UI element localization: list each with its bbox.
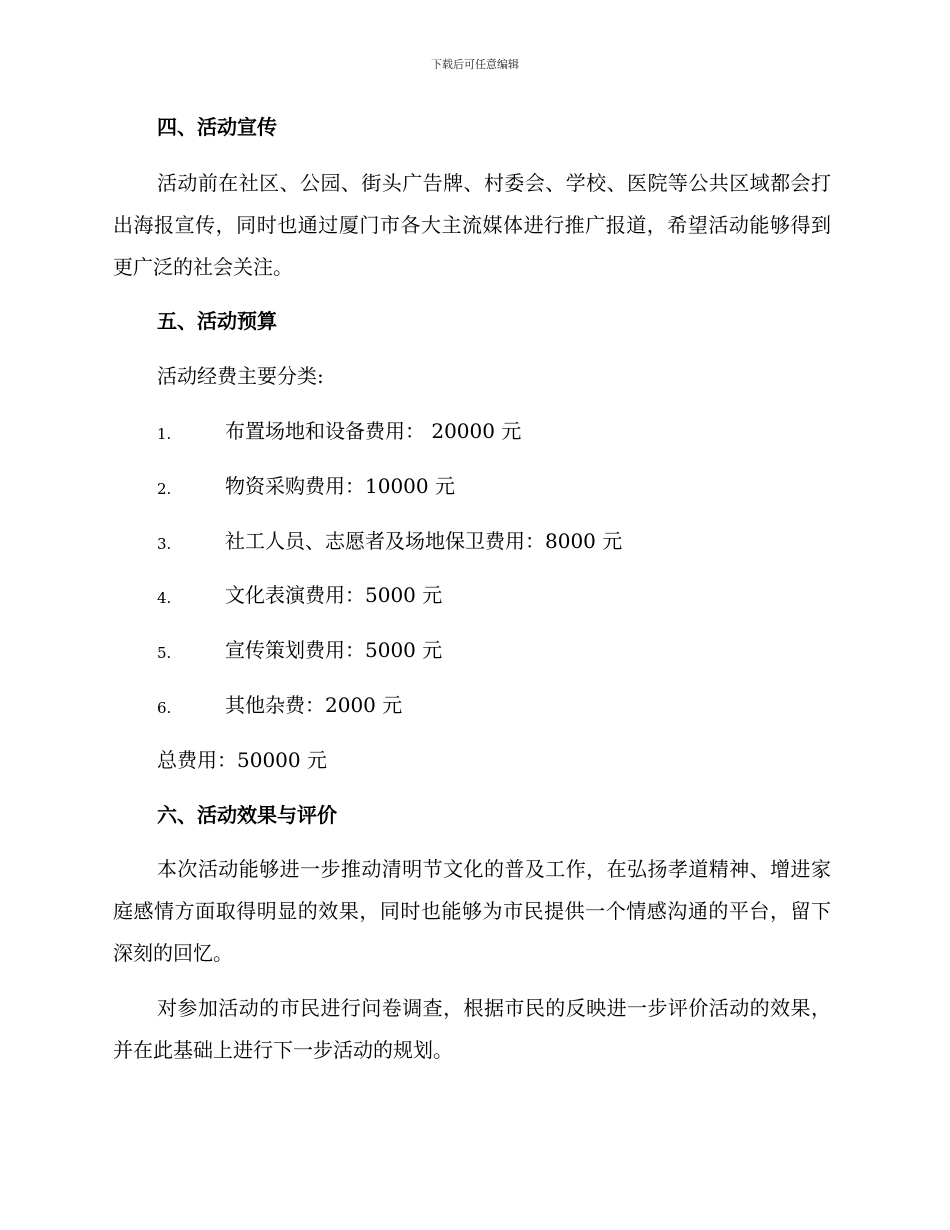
section6-paragraph-1: 本次活动能够进一步推动清明节文化的普及工作，在弘扬孝道精神、增进家庭感情方面取得明显的效果，同时也能够为市民提供一个情感沟通的平台，留下深刻的回忆。 — [113, 857, 831, 965]
budget-item-text: 其他杂费：2000 元 — [225, 693, 403, 717]
budget-item-number: 3. — [157, 535, 172, 553]
budget-item-text: 社工人员、志愿者及场地保卫费用：8000 元 — [225, 529, 623, 553]
budget-item-text: 物资采购费用：10000 元 — [225, 474, 455, 498]
budget-item-number: 5. — [157, 644, 172, 662]
section6-heading: 六、活动效果与评价 — [157, 803, 337, 827]
budget-item-number: 2. — [157, 480, 172, 498]
page-header: 下载后可任意编辑 — [431, 58, 519, 71]
section4-paragraph: 活动前在社区、公园、街头广告牌、村委会、学校、医院等公共区域都会打出海报宣传，同时也通过厦门市各大主流媒体进行推广报道，希望活动能够得到更广泛的社会关注。 — [113, 171, 831, 279]
budget-total: 总费用：50000 元 — [157, 748, 327, 772]
section5-heading: 五、活动预算 — [157, 309, 277, 333]
budget-intro: 活动经费主要分类: — [157, 364, 324, 388]
budget-item-text: 文化表演费用：5000 元 — [225, 583, 443, 607]
section4-heading: 四、活动宣传 — [157, 115, 277, 139]
budget-item-number: 6. — [157, 699, 172, 717]
budget-item-number: 4. — [157, 589, 172, 607]
budget-item-text: 布置场地和设备费用： 20000 元 — [225, 419, 522, 443]
budget-item-number: 1. — [157, 425, 172, 443]
section6-paragraph-2: 对参加活动的市民进行问卷调查，根据市民的反映进一步评价活动的效果，并在此基础上进行下一步活动的规划。 — [113, 996, 831, 1062]
budget-item-text: 宣传策划费用：5000 元 — [225, 638, 443, 662]
